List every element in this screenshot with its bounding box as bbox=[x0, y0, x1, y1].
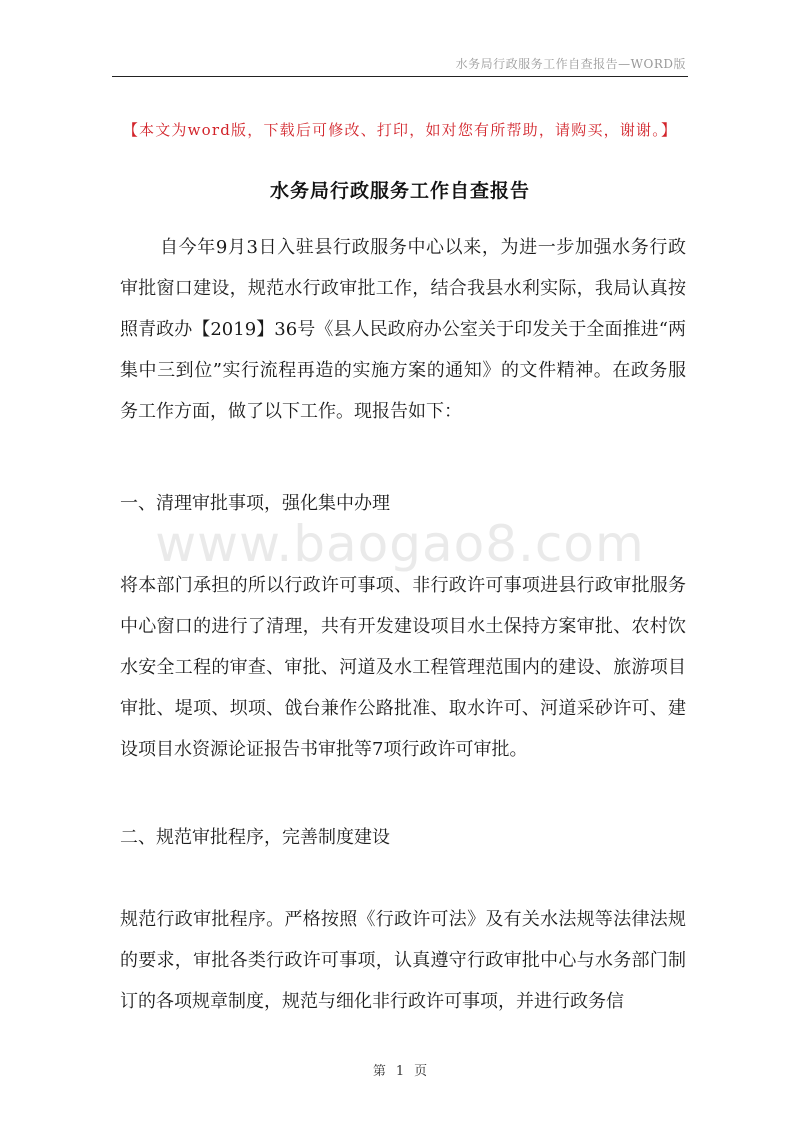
page-suffix: 页 bbox=[414, 1064, 428, 1079]
page-header bbox=[112, 0, 688, 77]
page-prefix: 第 bbox=[372, 1064, 386, 1079]
section-2-paragraph: 规范行政审批程序。严格按照《行政许可法》及有关水法规等法律法规的要求，审批各类行政许可事项，认真遵守行政审批中心与水务部门制订的各项规章制度，规范与细化非行政许可事项，并进行政务信 bbox=[120, 909, 686, 1012]
page-footer bbox=[0, 1060, 800, 1079]
page-number: 1 bbox=[395, 1064, 405, 1079]
intro-paragraph: 自今年9月3日入驻县行政服务中心以来，为进一步加强水务行政审批窗口建设，规范水行政审批工作，结合我县水利实际，我局认真按照青政办【2019】36号《县人民政府办公室关于印发关于全面推进“两集中三到位”实行流程再造的实施方案的通知》的文件精神。在政务服务工作方面，做了以下工作。现报告如下： bbox=[120, 237, 686, 422]
watermark: www.baogao8.com bbox=[155, 515, 645, 573]
purchase-notice: 【本文为word版，下载后可修改、打印，如对您有所帮助，请购买，谢谢。】 bbox=[122, 121, 678, 139]
document-title: 水务局行政服务工作自查报告 bbox=[269, 180, 530, 202]
section-1-paragraph: 将本部门承担的所以行政许可事项、非行政许可事项进县行政审批服务中心窗口的进行了清理，共有开发建设项目水土保持方案审批、农村饮水安全工程的审查、审批、河道及水工程管理范围内的建设、旅游项目审批、堤项、坝项、戗台兼作公路批准、取水许可、河道采砂许可、建设项目水资源论证报告书审批等7项行政许可审批。 bbox=[120, 575, 686, 760]
section-1-heading: 一、清理审批事项，强化集中办理 bbox=[120, 493, 390, 514]
running-title: 水务局行政服务工作自查报告—WORD版 bbox=[455, 57, 686, 71]
section-2-heading: 二、规范审批程序，完善制度建设 bbox=[120, 827, 390, 848]
